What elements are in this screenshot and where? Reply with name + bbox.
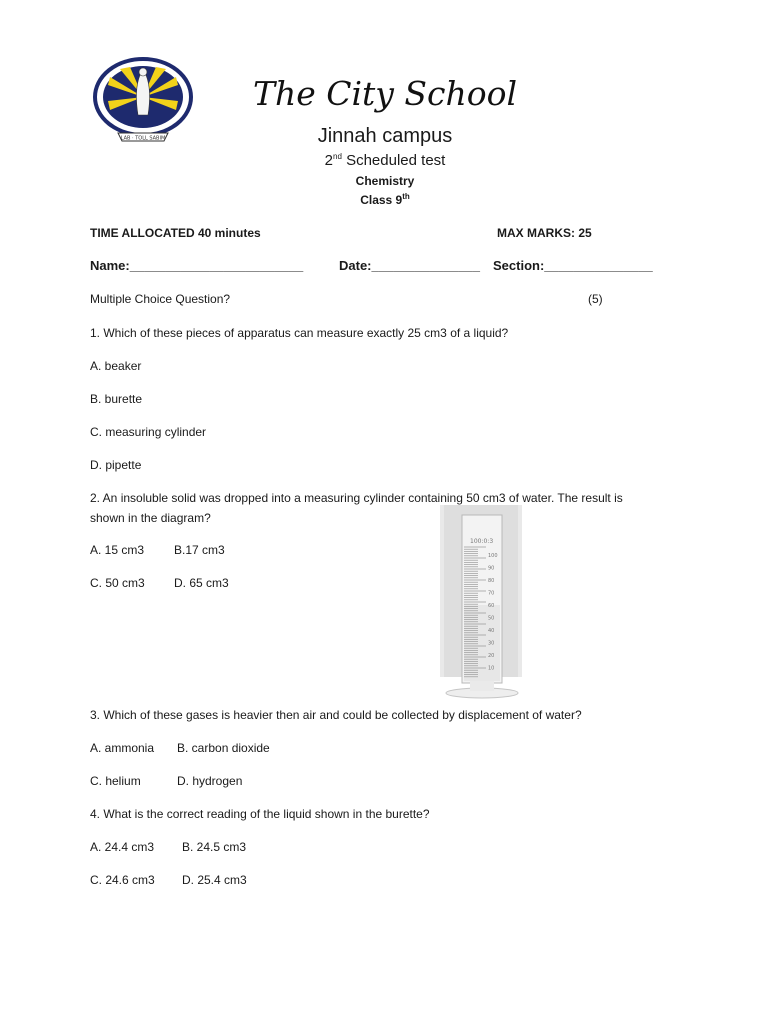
- max-marks: MAX MARKS: 25: [497, 226, 592, 240]
- test-number: 2: [324, 152, 334, 169]
- school-logo: [90, 55, 196, 149]
- date-field[interactable]: Date:_______________: [339, 258, 480, 273]
- q4-option-d[interactable]: D. 25.4 cm3: [182, 873, 247, 887]
- cylinder-scale-label: 20: [488, 653, 495, 659]
- cylinder-scale-label: 70: [488, 590, 495, 597]
- svg-text:LAB · TOLL SABIM: LAB · TOLL SABIM: [120, 135, 166, 142]
- cylinder-scale-label: 50: [488, 615, 495, 622]
- q1-option-b[interactable]: B. burette: [90, 392, 143, 406]
- cylinder-scale-label: 80: [488, 578, 495, 584]
- q3-option-a[interactable]: A. ammonia: [90, 741, 155, 755]
- subject-name: Chemistry: [355, 174, 415, 188]
- name-field[interactable]: Name:________________________: [90, 258, 304, 273]
- test-title: [230, 152, 540, 169]
- section-title: Multiple Choice Question?: [90, 292, 231, 306]
- q2-option-a[interactable]: A. 15 cm3: [90, 543, 145, 557]
- q3-option-b[interactable]: B. carbon dioxide: [177, 741, 270, 755]
- time-allocated: TIME ALLOCATED 40 minutes: [90, 226, 261, 240]
- q2-option-d[interactable]: D. 65 cm3: [174, 576, 229, 590]
- cylinder-scale-label: 10: [488, 665, 495, 672]
- cylinder-scale-label: 30: [488, 640, 495, 647]
- q3-option-d[interactable]: D. hydrogen: [177, 774, 243, 788]
- question-1: 1. Which of these pieces of apparatus can measure exactly 25 cm3 of a liquid?: [90, 326, 509, 340]
- school-title: The City School: [252, 74, 518, 113]
- q1-option-c[interactable]: C. measuring cylinder: [90, 425, 207, 439]
- q4-option-a[interactable]: A. 24.4 cm3: [90, 840, 155, 854]
- test-suffix: nd: [333, 152, 342, 161]
- cylinder-scale-label: 100: [488, 553, 498, 559]
- section-marks: (5): [588, 292, 603, 306]
- cylinder-scale-label: 40: [488, 628, 495, 634]
- q1-option-a[interactable]: A. beaker: [90, 359, 142, 373]
- q4-option-c[interactable]: C. 24.6 cm3: [90, 873, 155, 887]
- question-2-line1: 2. An insoluble solid was dropped into a measuring cylinder containing 50 cm3 of water. The result is: [90, 491, 623, 505]
- q1-option-d[interactable]: D. pipette: [90, 458, 142, 472]
- question-2-line2: shown in the diagram?: [90, 511, 211, 525]
- question-4: 4. What is the correct reading of the liquid shown in the burette?: [90, 807, 430, 821]
- campus-name: Jinnah campus: [317, 125, 453, 147]
- q3-option-c[interactable]: C. helium: [90, 774, 141, 788]
- q2-option-b[interactable]: B.17 cm3: [174, 543, 225, 557]
- q4-option-b[interactable]: B. 24.5 cm3: [182, 840, 247, 854]
- measuring-cylinder-image: [440, 505, 522, 705]
- class-suffix: th: [402, 192, 410, 201]
- cylinder-scale-label: 90: [488, 565, 495, 572]
- section-field[interactable]: Section:_______________: [493, 258, 653, 273]
- q2-option-c[interactable]: C. 50 cm3: [90, 576, 145, 590]
- class-label: [230, 192, 540, 207]
- cylinder-top-label: 100:0:3: [470, 538, 494, 545]
- question-3: 3. Which of these gases is heavier then air and could be collected by displacement of water?: [90, 708, 582, 722]
- class-number: Class 9: [360, 193, 403, 207]
- cylinder-scale-label: 60: [488, 603, 495, 609]
- test-label: Scheduled test: [341, 152, 446, 169]
